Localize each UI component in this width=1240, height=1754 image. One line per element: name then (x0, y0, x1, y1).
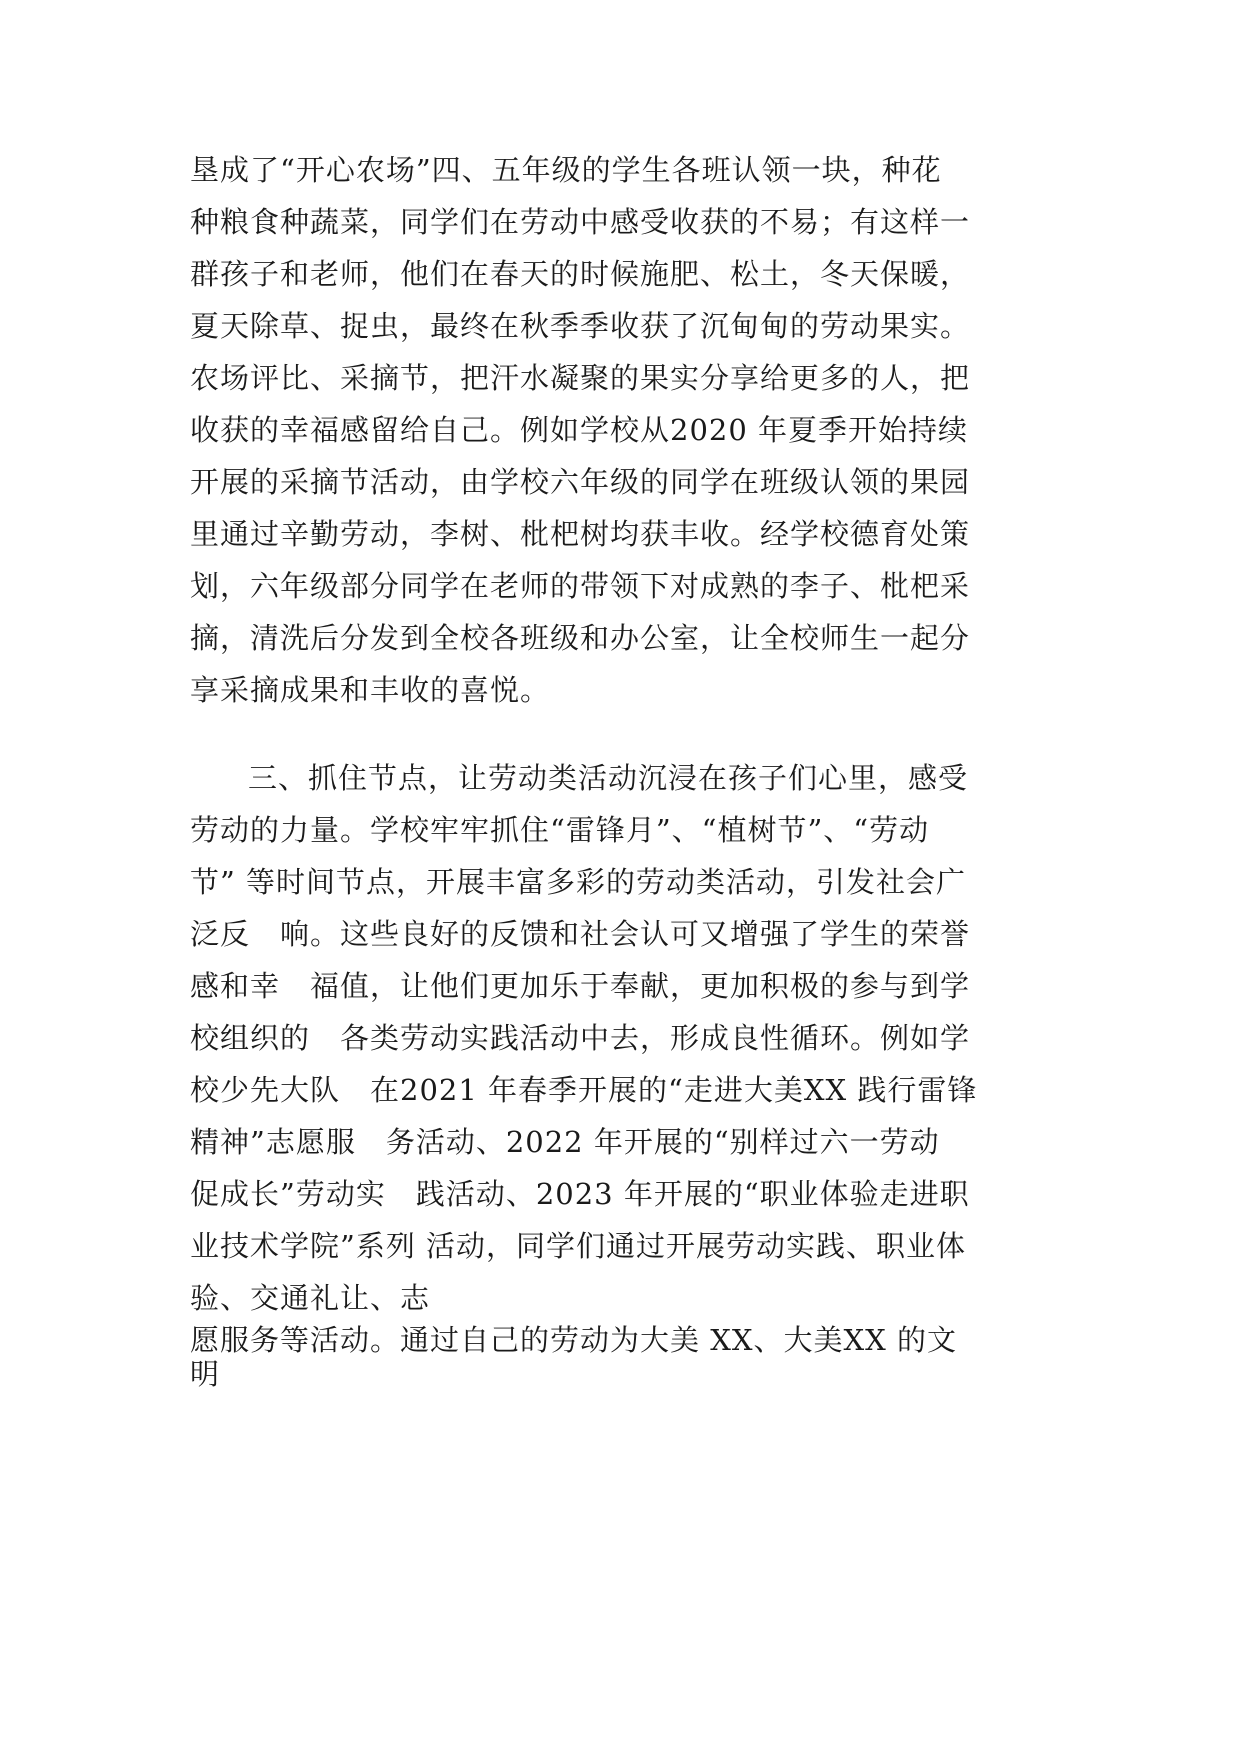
text-line: 促成长”劳动实 践活动、2023 年开展的“职业体验走进职 (190, 1177, 970, 1211)
text-line: 感和幸 福值，让他们更加乐于奉献，更加积极的参与到学 (190, 969, 971, 1003)
text-line: 划，六年级部分同学在老师的带领下对成熟的李子、枇杷采 (190, 569, 971, 603)
text-line: 节” 等时间节点，开展丰富多彩的劳动类活动，引发社会广 (190, 865, 967, 899)
text-line: 精神”志愿服 务活动、2022 年开展的“别样过六一劳动 (190, 1125, 940, 1159)
text-line: 验、交通礼让、志 (190, 1281, 431, 1315)
text-line: 群孩子和老师，他们在春天的时候施肥、松土，冬天保暖， (190, 257, 971, 291)
text-line: 摘，清洗后分发到全校各班级和办公室，让全校师生一起分 (190, 621, 971, 655)
text-line: 业技术学院”系列 活动，同学们通过开展劳动实践、职业体 (190, 1229, 967, 1263)
text-line: 里通过辛勤劳动，李树、枇杷树均获丰收。经学校德育处策 (190, 517, 971, 551)
text-line: 享采摘成果和丰收的喜悦。 (190, 673, 551, 707)
text-line: 收获的幸福感留给自己。例如学校从2020 年夏季开始持续 (190, 413, 969, 447)
text-line: 泛反 响。这些良好的反馈和社会认可又增强了学生的荣誉 (190, 917, 971, 951)
text-line: 校组织的 各类劳动实践活动中去，形成良性循环。例如学 (190, 1021, 971, 1055)
text-line: 农场评比、采摘节，把汗水凝聚的果实分享给更多的人，把 (190, 361, 971, 395)
text-line: 劳动的力量。学校牢牢抓住“雷锋月”、“植树节”、“劳动 (190, 813, 930, 847)
text-line: 校少先大队 在2021 年春季开展的“走进大美XX 践行雷锋 (190, 1073, 978, 1107)
text-line: 垦成了“开心农场”四、五年级的学生各班认领一块，种花 (190, 153, 942, 187)
text-line: 开展的采摘节活动，由学校六年级的同学在班级认领的果园 (190, 465, 971, 499)
text-line: 种粮食种蔬菜，同学们在劳动中感受收获的不易；有这样一 (190, 205, 971, 239)
text-line: 愿服务等活动。通过自己的劳动为大美 XX、大美XX 的文 (190, 1323, 958, 1357)
text-line: 夏天除草、捉虫，最终在秋季季收获了沉甸甸的劳动果实。 (190, 309, 971, 343)
text-line: 三、抓住节点，让劳动类活动沉浸在孩子们心里，感受 (248, 761, 969, 795)
text-line: 明 (190, 1357, 221, 1391)
